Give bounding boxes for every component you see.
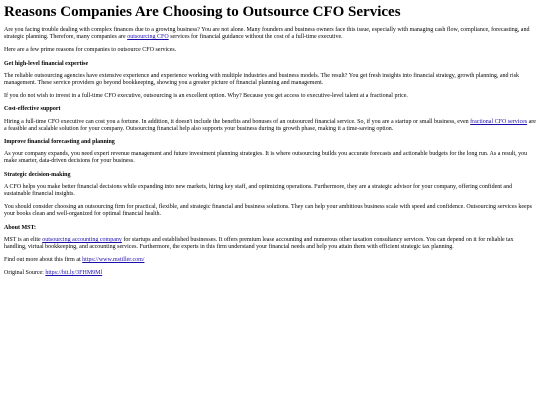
outsourcing-cfo-link[interactable]: outsourcing CFO bbox=[127, 34, 169, 41]
source-text: Original Source: bbox=[4, 270, 46, 277]
cost-paragraph bbox=[4, 119, 536, 133]
strategic-paragraph-1: A CFO helps you make better financial decisions while expanding into new markets, hiring key staff, and optimizing operations. Furthermore, they are a strategic advisor for your company, offering confident and sustainable financial insights. bbox=[4, 183, 513, 198]
findout-paragraph bbox=[4, 257, 536, 264]
cost-text-after: are a feasible and scalable solution for your company. Outsourcing financial help also supports your business during its growth phase, making it a time-saving option. bbox=[4, 118, 536, 132]
intro-paragraph bbox=[4, 27, 536, 41]
expertise-paragraph-1: The reliable outsourcing agencies have extensive experience and experience working with multiple industries and business models. The result? You get fresh insights into financial strategy, growth planning, and risk management. These service providers go beyond bookkeeping, showing you a greater picture of financial planning and management. bbox=[4, 72, 520, 87]
strategic-paragraph-2: You should consider choosing an outsourcing firm for practical, flexible, and strategic financial and business solutions. They can help your ambitious business scale with speed and confidence. Outsourcing services keeps your books clean and well-organized for optimal financial health. bbox=[4, 204, 532, 218]
cost-heading: Cost-effective support bbox=[4, 106, 61, 113]
cost-text-before: Hiring a full-time CFO executive can cost you a fortune. In addition, it doesn't include the benefits and bonuses of an outsourced financial service. So, if you are a startup or small business, even bbox=[4, 118, 471, 125]
fractional-cfo-link[interactable]: fractional CFO services bbox=[470, 118, 528, 125]
expertise-paragraph-2: If you do not wish to invest in a full-time CFO executive, outsourcing is an excellent option. Why? Because you get access to executive-level talent at a fractional price. bbox=[4, 93, 408, 100]
lead-paragraph: Here are a few prime reasons for companies to outsource CFO services. bbox=[4, 47, 177, 54]
about-text-before: MST is an elite bbox=[4, 236, 43, 243]
outsourcing-accounting-link[interactable]: outsourcing accounting company bbox=[42, 236, 122, 243]
original-source-link[interactable]: https://bit.ly/3FHM9Ml bbox=[45, 270, 103, 277]
expertise-heading: Get high-level financial expertise bbox=[4, 60, 89, 67]
strategic-heading: Strategic decision-making bbox=[4, 171, 71, 178]
intro-text-before: Are you facing trouble dealing with complex finances due to a growing business? You are not alone. Many founders and business owners face this issue, especially with managing cash flow, compliance, forecasting, and strategic planning. Therefore, many companies are bbox=[4, 27, 530, 41]
about-paragraph bbox=[4, 237, 536, 251]
mstiller-website-link[interactable]: https://www.mstiller.com/ bbox=[82, 257, 145, 264]
about-text-after: for startups and established businesses. It offers premium lease accounting and numerous other taxation consultancy services. You can depend on it for reliable tax handling, virtual bookkeeping, and accounting services. Furthermore, the experts in this firm understand your financial needs and help you attain them with efficient strategic tax planning. bbox=[4, 236, 514, 251]
forecasting-heading: Improve financial forecasting and planning bbox=[4, 139, 115, 146]
intro-text-after: services for financial guidance without the cost of a full-time executive. bbox=[168, 34, 343, 41]
about-heading: About MST: bbox=[4, 224, 37, 231]
page-title: Reasons Companies Are Choosing to Outsource CFO Services bbox=[4, 4, 401, 20]
findout-text: Find out more about this firm at bbox=[4, 257, 83, 264]
source-paragraph bbox=[4, 270, 536, 277]
forecasting-paragraph: As your company expands, you need expert revenue management and future investment planning strategies. It is where outsourcing builds you accurate forecasts and actionable budgets for the long run. As a result, you make smarter, data-driven decisions for your business. bbox=[4, 151, 528, 165]
